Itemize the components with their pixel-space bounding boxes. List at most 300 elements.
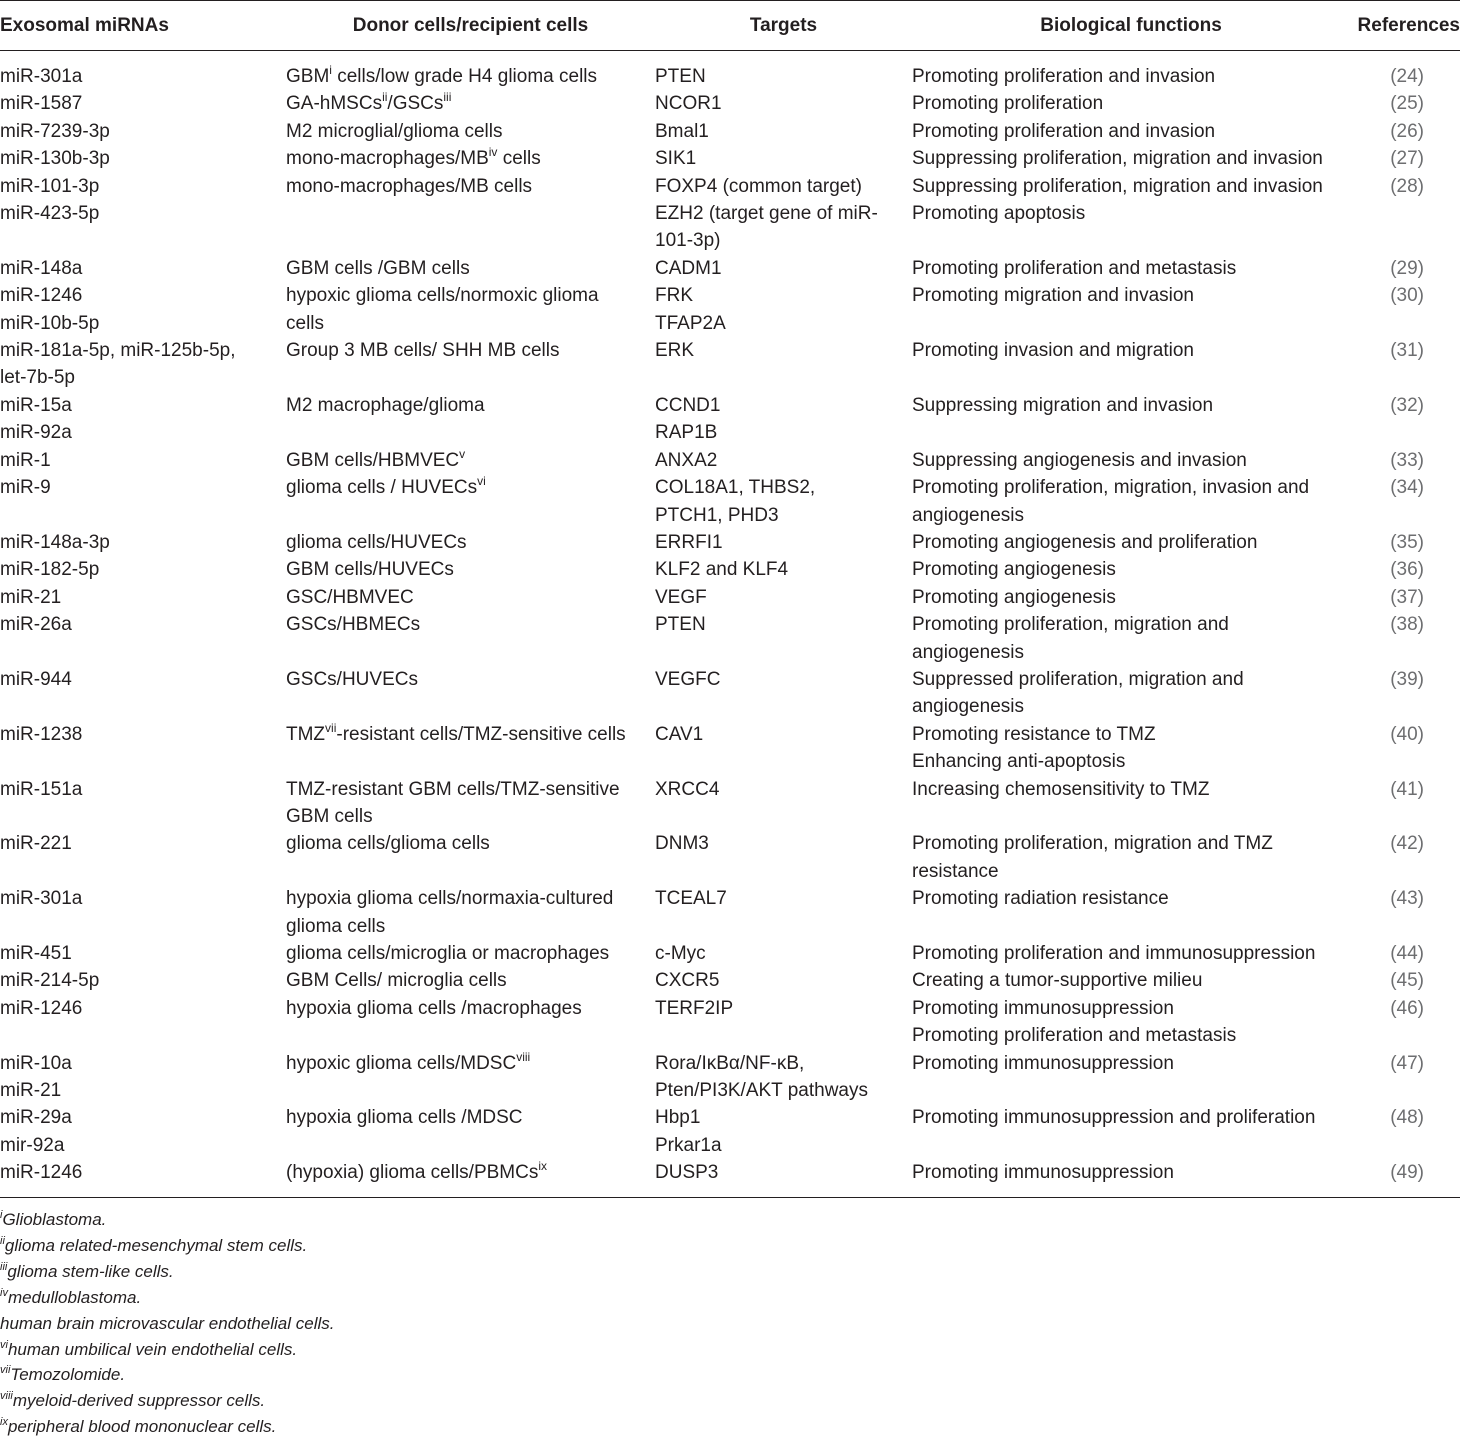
target-name: FRK (655, 285, 693, 307)
cell-donor-recipient (286, 885, 655, 940)
table-row (0, 337, 1460, 392)
donor-recipient-line (286, 940, 655, 967)
footnote-text: glioma stem-like cells. (7, 1261, 174, 1281)
target-name: c-Myc (655, 943, 706, 964)
footnote (0, 1259, 335, 1285)
table-row (0, 90, 1460, 117)
donor-recipient-text: cells (497, 148, 541, 170)
donor-recipient-text: (hypoxia) glioma cells/PBMCs (286, 1162, 539, 1184)
target-name: VEGF (655, 586, 707, 608)
cell-reference[interactable]: (44) (1390, 943, 1424, 964)
donor-recipient-line (286, 1159, 655, 1186)
table-row (0, 776, 1460, 831)
footnote-text: human brain microvascular endothelial cells. (0, 1313, 335, 1333)
footnotes (0, 1207, 335, 1440)
mirna-name: miR-15a (0, 394, 72, 416)
table-row (0, 967, 1460, 994)
cell-biological-functions (912, 1159, 1350, 1186)
cell-donor-recipient (286, 995, 655, 1050)
donor-recipient-text: hypoxia glioma cells/normaxia-cultured (286, 888, 614, 910)
donor-recipient-text: cells (286, 312, 325, 334)
table-row (0, 282, 1460, 337)
mirna-name: miR-214-5p (0, 970, 100, 992)
function-text: Promoting immunosuppression and proliferation (912, 1107, 1316, 1129)
cell-targets (655, 995, 912, 1050)
cell-mirna (0, 776, 286, 831)
donor-recipient-line (286, 118, 655, 145)
target-name: TFAP2A (655, 312, 726, 334)
footnote (0, 1362, 335, 1388)
cell-reference[interactable]: (25) (1390, 93, 1424, 115)
cell-reference[interactable]: (43) (1390, 888, 1424, 910)
cell-targets (655, 1104, 912, 1159)
table-row (0, 995, 1460, 1050)
target-name: CXCR5 (655, 970, 720, 992)
footnote-text: medulloblastoma. (7, 1287, 142, 1307)
column-header-targets: Targets (749, 14, 818, 36)
cell-targets (655, 556, 912, 583)
cell-targets (655, 967, 912, 994)
cell-targets (655, 584, 912, 611)
cell-mirna (0, 282, 286, 337)
mirna-name: miR-101-3p (0, 175, 100, 197)
target-name: PTEN (655, 66, 706, 87)
cell-reference[interactable]: (26) (1390, 120, 1424, 142)
donor-recipient-line (286, 776, 655, 803)
footnote-marker: viii (0, 1390, 13, 1403)
footnote (0, 1207, 335, 1233)
cell-reference[interactable]: (48) (1390, 1107, 1424, 1129)
footnote-marker: iv (488, 145, 498, 160)
cell-biological-functions (912, 611, 1350, 666)
column-header-functions: Biological functions (1040, 14, 1222, 36)
cell-mirna (0, 885, 286, 940)
function-text: angiogenesis (912, 696, 1024, 718)
cell-mirna (0, 967, 286, 994)
mirna-name: let-7b-5p (0, 367, 75, 389)
mirna-name: miR-26a (0, 614, 72, 636)
target-name: PTCH1, PHD3 (655, 504, 779, 526)
footnote-marker: i (0, 1209, 3, 1221)
target-name: ERK (655, 340, 695, 362)
cell-mirna (0, 529, 286, 556)
cell-reference[interactable]: (39) (1390, 668, 1424, 690)
cell-reference[interactable]: (34) (1390, 477, 1424, 499)
footnote-marker: v (459, 446, 466, 461)
target-name: CCND1 (655, 394, 721, 416)
target-name: KLF2 and KLF4 (655, 559, 789, 581)
cell-mirna (0, 255, 286, 282)
target-name: 101-3p) (655, 230, 721, 252)
function-text: Promoting proliferation and invasion (912, 66, 1216, 87)
cell-donor-recipient (286, 529, 655, 556)
donor-recipient-text: GBM cells/HUVECs (286, 559, 454, 581)
target-name: PTEN (655, 614, 706, 636)
footnote-text: Temozolomide. (10, 1365, 126, 1385)
mirna-name: miR-9 (0, 477, 51, 499)
target-name: ANXA2 (655, 449, 718, 471)
cell-donor-recipient (286, 556, 655, 583)
target-name: Bmal1 (655, 120, 709, 142)
cell-mirna (0, 584, 286, 611)
function-text: Enhancing anti-apoptosis (912, 751, 1126, 773)
donor-recipient-text: hypoxia glioma cells /MDSC (286, 1107, 523, 1129)
table-row (0, 666, 1460, 721)
footnote-marker: ii (0, 1234, 5, 1247)
footnote-text: myeloid-derived suppressor cells. (12, 1391, 266, 1411)
footnote (0, 1233, 335, 1259)
cell-biological-functions (912, 474, 1350, 529)
cell-reference[interactable]: (49) (1390, 1162, 1424, 1184)
table-row (0, 584, 1460, 611)
cell-biological-functions (912, 721, 1350, 776)
mirna-name: miR-29a (0, 1107, 72, 1129)
table-row (0, 556, 1460, 583)
donor-recipient-text: GBM (286, 66, 330, 87)
cell-reference[interactable]: (42) (1390, 833, 1424, 855)
function-text: Promoting proliferation, migration and TMZ (912, 833, 1273, 855)
footnote-marker: i (329, 63, 332, 77)
donor-recipient-line (286, 1050, 655, 1077)
cell-reference[interactable]: (24) (1390, 66, 1424, 87)
donor-recipient-line (286, 885, 655, 912)
mirna-name: miR-1246 (0, 1162, 83, 1184)
cell-targets (655, 529, 912, 556)
donor-recipient-line (286, 803, 655, 830)
cell-donor-recipient (286, 1159, 655, 1186)
mirna-name: miR-944 (0, 668, 72, 690)
donor-recipient-line (286, 447, 655, 474)
cell-donor-recipient (286, 90, 655, 117)
cell-biological-functions (912, 995, 1350, 1050)
cell-donor-recipient (286, 447, 655, 474)
cell-targets (655, 145, 912, 172)
target-name: Pten/PI3K/AKT pathways (655, 1080, 868, 1102)
table-row (0, 529, 1460, 556)
donor-recipient-text: glioma cells (286, 915, 386, 937)
cell-donor-recipient (286, 584, 655, 611)
function-text: Promoting proliferation, migration and (912, 614, 1229, 636)
cell-targets (655, 282, 912, 337)
cell-targets (655, 337, 912, 392)
target-name: CADM1 (655, 257, 722, 279)
donor-recipient-line (286, 90, 655, 117)
function-text: Promoting proliferation (912, 93, 1104, 115)
footnote (0, 1337, 335, 1363)
table-row (0, 940, 1460, 967)
cell-donor-recipient (286, 721, 655, 776)
cell-mirna (0, 666, 286, 721)
target-name: Hbp1 (655, 1107, 701, 1129)
cell-reference[interactable]: (38) (1390, 614, 1424, 636)
table-row (0, 255, 1460, 282)
cell-biological-functions (912, 282, 1350, 337)
mirna-name: miR-92a (0, 422, 72, 444)
cell-donor-recipient (286, 666, 655, 721)
mirna-name: miR-423-5p (0, 203, 100, 225)
cell-reference[interactable]: (45) (1390, 970, 1424, 992)
target-name: DNM3 (655, 833, 709, 855)
donor-recipient-text: GSCs/HBMECs (286, 614, 421, 636)
donor-recipient-text: glioma cells / HUVECs (286, 477, 478, 499)
cell-biological-functions (912, 885, 1350, 940)
cell-reference[interactable]: (28) (1390, 175, 1424, 197)
target-name: TERF2IP (655, 997, 734, 1019)
cell-reference[interactable]: (35) (1390, 531, 1424, 553)
donor-recipient-text: GSCs/HUVECs (286, 668, 418, 690)
mirna-name: mir-92a (0, 1134, 65, 1156)
mirna-name: miR-148a (0, 257, 83, 279)
function-text: angiogenesis (912, 641, 1024, 663)
mirna-name: miR-151a (0, 778, 83, 800)
donor-recipient-text: Group 3 MB cells/ SHH MB cells (286, 340, 560, 362)
table-row (0, 1159, 1460, 1186)
table-row (0, 1104, 1460, 1159)
donor-recipient-text: mono-macrophages/MB (286, 148, 489, 170)
cell-reference[interactable]: (30) (1390, 285, 1424, 307)
footnote-text: glioma related-mesenchymal stem cells. (4, 1235, 308, 1255)
cell-mirna (0, 721, 286, 776)
cell-mirna (0, 392, 286, 447)
cell-biological-functions (912, 173, 1350, 255)
mirna-name: miR-21 (0, 1080, 62, 1102)
cell-biological-functions (912, 255, 1350, 282)
function-text: Promoting angiogenesis and proliferation (912, 531, 1258, 553)
function-text: Promoting radiation resistance (912, 888, 1169, 910)
cell-donor-recipient (286, 830, 655, 885)
cell-biological-functions (912, 776, 1350, 831)
mirna-name: miR-301a (0, 888, 83, 910)
cell-biological-functions (912, 584, 1350, 611)
cell-reference[interactable]: (40) (1390, 723, 1424, 745)
target-name: EZH2 (target gene of miR- (655, 203, 878, 225)
cell-mirna (0, 940, 286, 967)
cell-mirna (0, 145, 286, 172)
cell-reference[interactable]: (33) (1390, 449, 1424, 471)
donor-recipient-text: GBM cells /GBM cells (286, 257, 470, 279)
footnote-marker: vi (0, 1338, 8, 1351)
function-text: Increasing chemosensitivity to TMZ (912, 778, 1210, 800)
donor-recipient-text: glioma cells/HUVECs (286, 531, 467, 553)
table-row (0, 173, 1460, 255)
footnote-marker: vii (325, 720, 337, 735)
footnote-marker: vii (0, 1364, 11, 1377)
table-row (0, 447, 1460, 474)
mirna-name: miR-451 (0, 943, 72, 964)
cell-targets (655, 721, 912, 776)
donor-recipient-line (286, 611, 655, 638)
table-row (0, 830, 1460, 885)
cell-donor-recipient (286, 118, 655, 145)
target-name: RAP1B (655, 422, 718, 444)
footnote-marker: vi (477, 474, 486, 489)
cell-targets (655, 830, 912, 885)
cell-reference[interactable]: (47) (1390, 1052, 1424, 1074)
footnote (0, 1311, 335, 1337)
function-text: Suppressing proliferation, migration and invasion (912, 148, 1323, 170)
donor-recipient-text: GBM Cells/ microglia cells (286, 970, 507, 992)
donor-recipient-text: -resistant cells/TMZ-sensitive cells (336, 723, 626, 745)
header-row (0, 0, 1460, 51)
footnote-text: human umbilical vein endothelial cells. (7, 1339, 298, 1359)
donor-recipient-text: mono-macrophages/MB cells (286, 175, 533, 197)
function-text: Promoting invasion and migration (912, 340, 1194, 362)
footnote-marker: ix (538, 1159, 548, 1174)
donor-recipient-text: glioma cells/microglia or macrophages (286, 943, 610, 964)
cell-targets (655, 666, 912, 721)
function-text: Promoting resistance to TMZ (912, 723, 1156, 745)
donor-recipient-text: hypoxic glioma cells/normoxic glioma (286, 285, 599, 307)
target-name: ERRFI1 (655, 531, 723, 553)
footnote-marker: ix (0, 1416, 8, 1429)
cell-biological-functions (912, 118, 1350, 145)
target-name: VEGFC (655, 668, 721, 690)
donor-recipient-line (286, 63, 655, 90)
cell-biological-functions (912, 90, 1350, 117)
donor-recipient-line (286, 282, 655, 309)
cell-donor-recipient (286, 474, 655, 529)
function-text: Suppressing proliferation, migration and invasion (912, 175, 1323, 197)
cell-biological-functions (912, 1050, 1350, 1105)
cell-targets (655, 90, 912, 117)
cell-targets (655, 611, 912, 666)
donor-recipient-line (286, 584, 655, 611)
function-text: Suppressed proliferation, migration and (912, 668, 1244, 690)
cell-donor-recipient (286, 1104, 655, 1159)
cell-targets (655, 447, 912, 474)
table-row (0, 145, 1460, 172)
cell-reference[interactable]: (46) (1390, 997, 1424, 1019)
mirna-name: miR-7239-3p (0, 120, 110, 142)
cell-biological-functions (912, 145, 1350, 172)
mirna-name: miR-1587 (0, 93, 83, 115)
cell-biological-functions (912, 51, 1350, 90)
table-row (0, 118, 1460, 145)
function-text: Promoting proliferation, migration, invasion and (912, 477, 1310, 499)
donor-recipient-line (286, 830, 655, 857)
donor-recipient-line (286, 995, 655, 1022)
cell-donor-recipient (286, 255, 655, 282)
mirna-name: miR-21 (0, 586, 62, 608)
target-name: NCOR1 (655, 93, 722, 115)
cell-biological-functions (912, 337, 1350, 392)
donor-recipient-text: GA-hMSCs (286, 93, 383, 115)
cell-mirna (0, 1104, 286, 1159)
cell-mirna (0, 556, 286, 583)
cell-mirna (0, 1159, 286, 1186)
table-row (0, 51, 1460, 90)
donor-recipient-line (286, 913, 655, 940)
target-name: COL18A1, THBS2, (655, 477, 816, 499)
cell-targets (655, 255, 912, 282)
cell-reference[interactable]: (37) (1390, 586, 1424, 608)
cell-biological-functions (912, 830, 1350, 885)
donor-recipient-line (286, 666, 655, 693)
function-text: angiogenesis (912, 504, 1024, 526)
cell-targets (655, 51, 912, 90)
cell-donor-recipient (286, 1050, 655, 1105)
mirna-name: miR-182-5p (0, 559, 100, 581)
donor-recipient-line (286, 721, 655, 748)
mirna-name: miR-1 (0, 449, 51, 471)
cell-targets (655, 474, 912, 529)
cell-donor-recipient (286, 51, 655, 90)
table-row (0, 611, 1460, 666)
cell-mirna (0, 474, 286, 529)
column-header-donor-recipient: Donor cells/recipient cells (352, 14, 589, 36)
donor-recipient-line (286, 173, 655, 200)
footnote-marker: viii (516, 1049, 531, 1064)
cell-targets (655, 118, 912, 145)
table-body (0, 51, 1460, 1187)
target-name: DUSP3 (655, 1162, 719, 1184)
donor-recipient-line (286, 1104, 655, 1131)
function-text: Suppressing angiogenesis and invasion (912, 449, 1247, 471)
table-row (0, 392, 1460, 447)
cell-reference[interactable]: (31) (1390, 340, 1424, 362)
cell-reference[interactable]: (29) (1390, 257, 1424, 279)
function-text: Promoting migration and invasion (912, 285, 1194, 307)
cell-biological-functions (912, 392, 1350, 447)
donor-recipient-line (286, 474, 655, 501)
mirna-name: miR-1246 (0, 285, 83, 307)
mirna-name: miR-10a (0, 1052, 72, 1074)
donor-recipient-line (286, 310, 655, 337)
cell-targets (655, 940, 912, 967)
donor-recipient-line (286, 967, 655, 994)
table-row (0, 885, 1460, 940)
function-text: Promoting proliferation and metastasis (912, 257, 1237, 279)
donor-recipient-text: glioma cells/glioma cells (286, 833, 490, 855)
cell-biological-functions (912, 1104, 1350, 1159)
target-name: FOXP4 (common target) (655, 175, 862, 197)
cell-biological-functions (912, 967, 1350, 994)
cell-biological-functions (912, 556, 1350, 583)
cell-donor-recipient (286, 337, 655, 392)
donor-recipient-text: TMZ-resistant GBM cells/TMZ-sensitive (286, 778, 620, 800)
donor-recipient-line (286, 392, 655, 419)
footnote-text: Glioblastoma. (2, 1210, 107, 1229)
cell-donor-recipient (286, 776, 655, 831)
footnote-marker: iii (443, 90, 452, 105)
cell-donor-recipient (286, 967, 655, 994)
target-name: XRCC4 (655, 778, 720, 800)
donor-recipient-line (286, 255, 655, 282)
cell-reference[interactable]: (32) (1390, 394, 1424, 416)
cell-mirna (0, 337, 286, 392)
cell-donor-recipient (286, 611, 655, 666)
cell-donor-recipient (286, 145, 655, 172)
cell-reference[interactable]: (41) (1390, 778, 1424, 800)
mirna-name: miR-221 (0, 833, 72, 855)
cell-mirna (0, 90, 286, 117)
cell-biological-functions (912, 666, 1350, 721)
column-header-references: References (1357, 14, 1460, 36)
cell-mirna (0, 51, 286, 90)
function-text: Promoting immunosuppression (912, 1162, 1174, 1184)
donor-recipient-line (286, 145, 655, 172)
cell-reference[interactable]: (27) (1390, 148, 1424, 170)
mirna-name: miR-301a (0, 66, 83, 87)
cell-targets (655, 1159, 912, 1186)
footnote (0, 1388, 335, 1414)
cell-reference[interactable]: (36) (1390, 559, 1424, 581)
cell-targets (655, 776, 912, 831)
function-text: resistance (912, 860, 999, 882)
donor-recipient-text: cells/low grade H4 glioma cells (331, 66, 598, 87)
cell-mirna (0, 118, 286, 145)
cell-mirna (0, 611, 286, 666)
